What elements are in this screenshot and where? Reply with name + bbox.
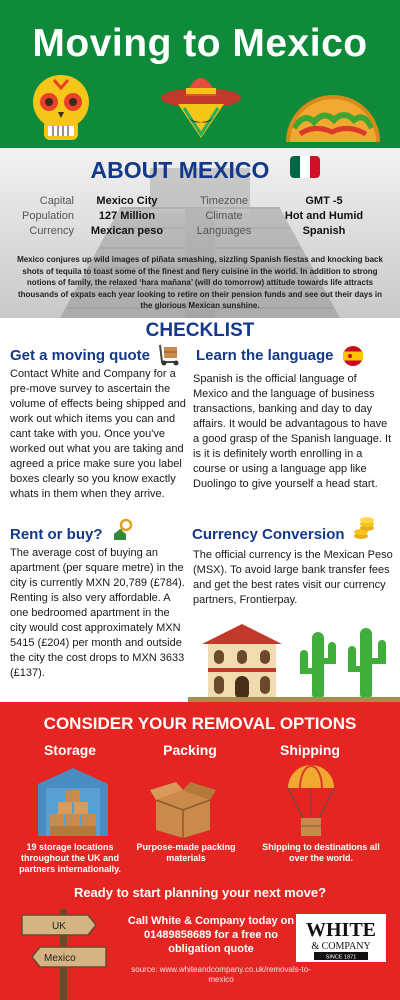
about-title: ABOUT MEXICO: [90, 157, 270, 183]
taco-icon: [284, 82, 382, 144]
about-section: [0, 148, 400, 318]
language-heading: Learn the language: [196, 347, 334, 364]
fact-value: Hot and Humid: [284, 210, 364, 222]
fact-label: Currency: [29, 225, 74, 237]
cta-question: Ready to start planning your next move?: [73, 885, 327, 900]
cactus-illustration: [298, 628, 394, 700]
coins-icon: [352, 516, 376, 540]
flag-green-stripe: [290, 156, 300, 178]
packing-text: Purpose-made packing materials: [136, 842, 236, 863]
fact-label: Capital: [39, 195, 74, 207]
source-link[interactable]: source: www.whiteandcompany.co.uk/removals-to-mexico: [131, 965, 311, 984]
shipping-text: Shipping to destinations all over the world.: [262, 842, 380, 863]
header-banner: [0, 0, 400, 148]
mexico-flag-icon: [290, 156, 320, 178]
parachute-package-icon: [286, 764, 336, 838]
white-company-logo: [296, 914, 386, 962]
facts-right-values: [274, 194, 374, 239]
fact-value: Spanish: [302, 225, 346, 237]
fact-value: GMT -5: [305, 195, 343, 207]
about-description: Mexico conjures up wild images of piñata smashing, sizzling Spanish fiestas and knocking back shots of tequila to toast some of the finest and fiery cuisine in the world. In addition to strong notions of family, the relaxed ‘hara mañana’ (will do tomorrow) attitude towards life attracts thousands of expats each year looking to retire on their pension funds and see out their days in the glorious Mexican sunshine.: [17, 255, 383, 310]
storage-unit-icon: [36, 766, 110, 836]
flag-red-stripe: [310, 156, 320, 178]
facts-right-labels: [184, 194, 264, 239]
fact-label: Population: [22, 210, 74, 222]
rent-buy-heading: Rent or buy?: [10, 526, 103, 543]
logo-name: WHITE: [305, 919, 377, 941]
sign-mexico-label: Mexico: [44, 953, 76, 964]
signpost-illustration: [18, 905, 110, 1000]
house-key-icon: [112, 518, 134, 540]
storage-heading: Storage: [43, 742, 97, 758]
mexican-building-illustration: [200, 622, 284, 700]
shipping-heading: Shipping: [280, 742, 340, 758]
fact-label: Timezone: [200, 195, 248, 207]
logo-sub: & COMPANY: [311, 941, 371, 952]
removal-options-section: [0, 702, 400, 1000]
removal-title: CONSIDER YOUR REMOVAL OPTIONS: [43, 714, 357, 733]
language-text: Spanish is the official language of Mexico and the language of business transactions, banking and day to day affairs. It would be advantagous to have a good grasp of the Spanish language. It is it is definitely worth enrolling in a course or using a language app like Duolingo to give yourself a head start.: [193, 373, 392, 490]
checklist-title: CHECKLIST: [145, 320, 255, 341]
rent-buy-text: The average cost of buying an apartment (per square metre) in the city is currently MXN 20,789 (£784). Renting is also very affordable. A one bedroomed apartment in the city would cost approximately MXN 5415 (£204) per month and outside the city the cost drops to MXN 3633 (£137).: [10, 547, 185, 679]
fact-label: Climate: [205, 210, 243, 222]
currency-text: The official currency is the Mexican Peso (MSX). To avoid large bank transfer fees and get the best rates visit our currency partners, Frontierpay.: [193, 549, 393, 606]
fact-value: 127 Million: [98, 210, 156, 222]
fact-value: Mexico City: [96, 195, 158, 207]
facts-left-values: [84, 194, 170, 239]
sombrero-icon: [160, 64, 242, 144]
cardboard-box-icon: [150, 782, 216, 838]
storage-text: 19 storage locations throughout the UK and partners internationally.: [19, 842, 121, 874]
moving-quote-heading: Get a moving quote: [10, 347, 151, 364]
moving-quote-text: Contact White and Company for a pre-move survey to ascertain the volume of effects being shipped and work out which items you can and cant take with you. Once you've worked out what you are taking and agreed a price make sure you label boxes clearly so you know exactly whats in them when they arrive.: [10, 368, 186, 500]
cta-call-text: Call White & Company today on 01489858689 for a free no obligation quote: [127, 915, 295, 955]
page-title: Moving to Mexico: [32, 22, 368, 65]
currency-heading: Currency Conversion: [192, 526, 345, 543]
facts-left-labels: [18, 194, 74, 239]
flag-white-stripe: [300, 156, 310, 178]
packing-heading: Packing: [163, 742, 217, 758]
logo-since: SINCE 1871: [325, 954, 357, 961]
fact-label: Languages: [196, 225, 252, 237]
sign-uk-label: UK: [52, 921, 66, 932]
sugar-skull-icon: [30, 72, 92, 144]
spain-flag-icon: [342, 345, 364, 367]
fact-value: Mexican peso: [90, 225, 164, 237]
hand-truck-icon: [156, 344, 182, 366]
